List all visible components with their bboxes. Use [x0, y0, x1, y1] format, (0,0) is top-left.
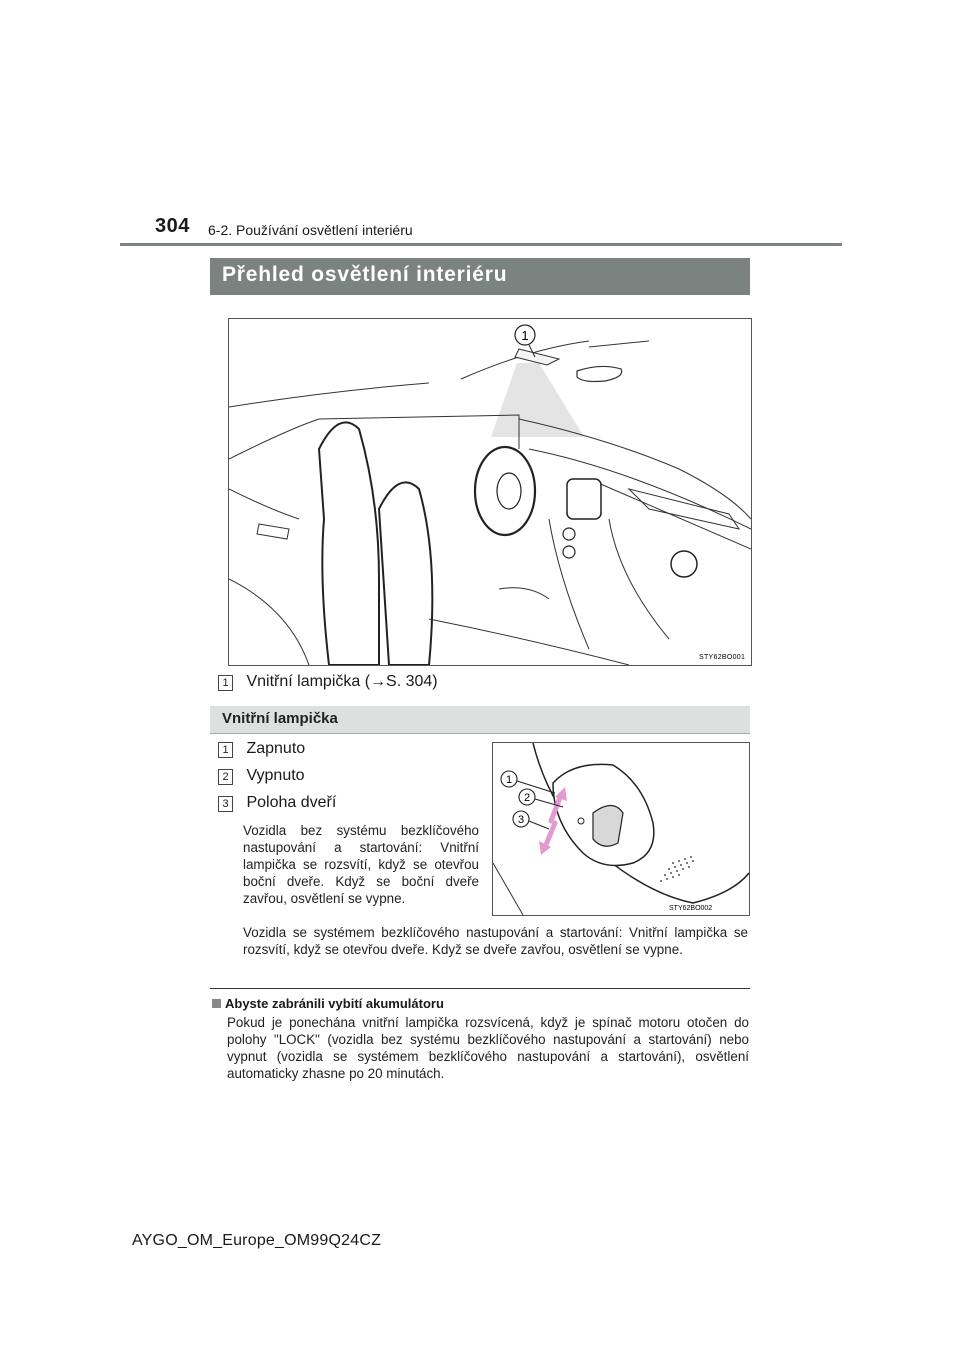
item-number: 1: [218, 742, 233, 758]
marker-3-label: 3: [517, 814, 525, 826]
list-item: [218, 740, 305, 758]
note-heading: Abyste zabránili vybití akumulátoru: [225, 996, 444, 1011]
note-heading-row: [212, 996, 444, 1011]
note-rule: [210, 988, 750, 989]
lamp-grille: [660, 856, 694, 882]
arrow-down: [545, 823, 555, 847]
lamp-switch-drawing: [493, 743, 749, 915]
page-title: Přehled osvětlení interiéru: [222, 263, 508, 286]
item-label: Poloha dveří: [246, 794, 337, 811]
interior-drawing: [229, 319, 751, 665]
page-number: 304: [155, 215, 190, 237]
paragraph-with-system: Vozidla se systémem bezklíčového nastupování a startování: Vnitřní lampička se rozsvítí, když se otevřou dveře. Když se dveře zavřou, osvětlení se vypne.: [243, 925, 748, 957]
lamp-switch-illustration: [492, 742, 750, 916]
marker-1-label: 1: [505, 774, 513, 786]
center-display: [567, 479, 601, 519]
light-beam: [491, 363, 584, 437]
item-number: 2: [218, 769, 233, 785]
callout-number: 1: [218, 675, 233, 691]
paragraph-without-system: Vozidla bez systému bezklíčového nastupování a startování: Vnitřní lampička se rozsvítí, když se otevřou boční dveře. Když se boční dveře zavřou, osvětlení se vypne.: [243, 823, 479, 906]
list-item: [218, 794, 336, 812]
subsection-title: Vnitřní lampička: [222, 710, 338, 727]
note-text: Pokud je ponechána vnitřní lampička rozsvícená, když je spínač motoru otočen do polohy "LOCK" (vozidla bez systému bezklíčového nastupování a startování) nebo vypnut (vozidla se systémem bezklíčového nastupování a startování), osvětlení automaticky zhasne po 20 minutách.: [227, 1015, 749, 1081]
footer-doc-id: AYGO_OM_Europe_OM99Q24CZ: [132, 1232, 382, 1249]
item-label: Vypnuto: [246, 767, 305, 784]
marker-2-label: 2: [523, 792, 531, 804]
section-path: 6-2. Používání osvětlení interiéru: [208, 222, 413, 238]
list-item: [218, 767, 305, 785]
header-rule: [120, 243, 842, 246]
steering-wheel: [475, 447, 535, 535]
square-bullet-icon: [212, 999, 221, 1008]
callout-text: Vnitřní lampička (→S. 304): [246, 673, 438, 690]
passenger-seat: [379, 482, 432, 665]
callout-row: [218, 673, 438, 691]
interior-illustration: [228, 318, 752, 666]
lamp-switch: [593, 806, 623, 847]
rear-mirror: [577, 366, 622, 381]
marker-1-label: 1: [521, 328, 529, 343]
item-label: Zapnuto: [246, 740, 306, 757]
item-number: 3: [218, 796, 233, 812]
figure-code: STY62BO002: [669, 905, 713, 912]
driver-seat: [319, 422, 379, 665]
figure-code: STY62BO001: [699, 654, 746, 661]
subsection-rule: [210, 733, 750, 734]
